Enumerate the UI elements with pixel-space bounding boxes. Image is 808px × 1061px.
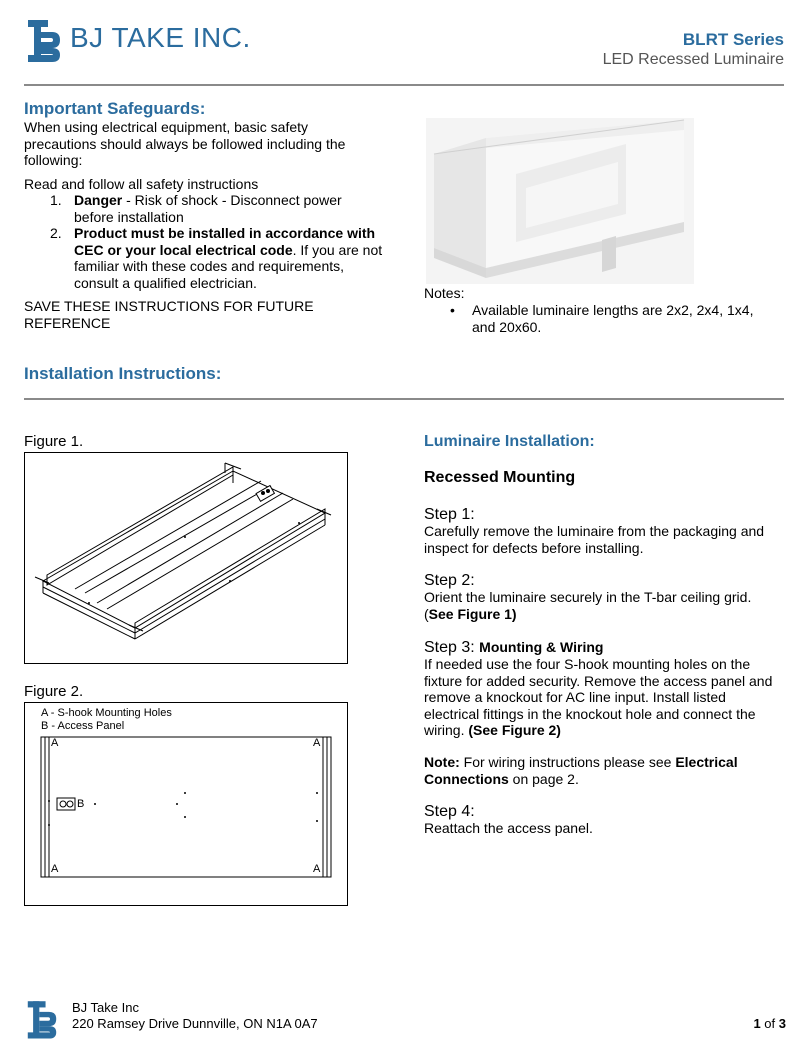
page-separator: of	[760, 1016, 779, 1031]
code-compliance-label: Product must be installed in accordance with CEC or your local electrical code	[74, 225, 376, 258]
product-photo	[426, 118, 694, 284]
step3-title	[424, 639, 603, 657]
footer-logo-icon	[26, 998, 58, 1040]
marker-a-top-left: A	[51, 737, 59, 749]
save-instructions: SAVE THESE INSTRUCTIONS FOR FUTURE REFERENCE	[24, 298, 314, 331]
step2-body: Orient the luminaire securely in the T-bar ceiling grid.	[424, 589, 752, 605]
step2-ref-open: (	[424, 605, 429, 622]
note-text-2: on page 2.	[508, 770, 579, 787]
step3-text	[424, 656, 776, 739]
list-item	[24, 192, 384, 225]
bullet-icon: •	[450, 302, 455, 318]
company-logo-icon	[26, 18, 62, 62]
step3-title-text: Step 3:	[424, 639, 480, 656]
step1-title: Step 1:	[424, 506, 475, 523]
safeguards-intro: When using electrical equipment, basic safety precautions should always be followed including the following:	[24, 119, 346, 168]
step3-title-bold: Mounting & Wiring	[479, 639, 604, 655]
step3-body: If needed use the four S-hook mounting holes on the fixture for added security. Remove the access panel and remove a knockout for AC line input. Install listed electrical fittings in the knockout hole and connect the wiring.	[424, 656, 773, 738]
figure2-label: Figure 2.	[24, 683, 84, 700]
list-number: 2.	[50, 225, 62, 241]
figure1-drawing	[24, 452, 348, 664]
note-text-1: For wiring instructions please see	[459, 754, 676, 770]
step4-text: Reattach the access panel.	[424, 820, 593, 836]
list-number: 1.	[50, 192, 62, 208]
list-item	[24, 225, 384, 291]
marker-a-top-right: A	[313, 737, 321, 749]
safeguards-list	[24, 192, 384, 291]
code-compliance-text: . If you are not familiar with these codes and requirements, consult a qualified electrician.	[74, 241, 383, 291]
notes-label: Notes:	[424, 285, 465, 301]
product-subtitle: LED Recessed Luminaire	[602, 51, 784, 68]
marker-a-bottom-left: A	[51, 863, 59, 875]
notes-list	[424, 302, 774, 335]
installation-heading: Installation Instructions:	[24, 364, 222, 383]
series-title: BLRT Series	[682, 30, 784, 49]
safeguards-heading: Important Safeguards:	[24, 99, 206, 118]
luminaire-heading: Luminaire Installation:	[424, 433, 595, 450]
figure1-label: Figure 1.	[24, 433, 84, 450]
safeguards-read-follow: Read and follow all safety instructions	[24, 176, 259, 192]
footer-address: 220 Ramsey Drive Dunnville, ON N1A 0A7	[72, 1016, 318, 1031]
company-name: BJ TAKE INC.	[70, 22, 251, 53]
list-item	[424, 302, 774, 335]
legend-item-mounting-holes: A - S-hook Mounting Holes	[41, 707, 172, 719]
note-label: Note:	[424, 754, 460, 770]
page-total: 3	[778, 1016, 786, 1031]
installation-divider	[24, 398, 784, 400]
legend-item-access-panel: B - Access Panel	[41, 720, 125, 732]
figure2-drawing	[24, 702, 348, 906]
step2-text	[424, 589, 774, 622]
page-number	[753, 1016, 786, 1031]
step2-figure-ref: See Figure 1)	[428, 605, 517, 622]
footer-company: BJ Take Inc	[72, 1000, 139, 1015]
note-bold-ref: Electrical Connections	[424, 754, 738, 787]
step1-text: Carefully remove the luminaire from the packaging and inspect for defects before installing.	[424, 523, 765, 556]
wiring-note	[424, 754, 774, 787]
header-divider	[24, 84, 784, 86]
marker-a-bottom-right: A	[313, 863, 321, 875]
footer-address-block	[72, 1000, 318, 1032]
marker-b-access-panel: B	[77, 798, 85, 810]
notes-item-text: Available luminaire lengths are 2x2, 2x4, 1x4, and 20x60.	[472, 302, 754, 335]
step4-title: Step 4:	[424, 803, 475, 820]
step2-title: Step 2:	[424, 572, 475, 589]
recessed-mounting-heading: Recessed Mounting	[424, 469, 576, 486]
danger-label: Danger	[74, 192, 123, 208]
danger-text: - Risk of shock - Disconnect power before installation	[74, 192, 342, 225]
page-current: 1	[753, 1016, 761, 1031]
step3-figure-ref: (See Figure 2)	[468, 722, 561, 738]
